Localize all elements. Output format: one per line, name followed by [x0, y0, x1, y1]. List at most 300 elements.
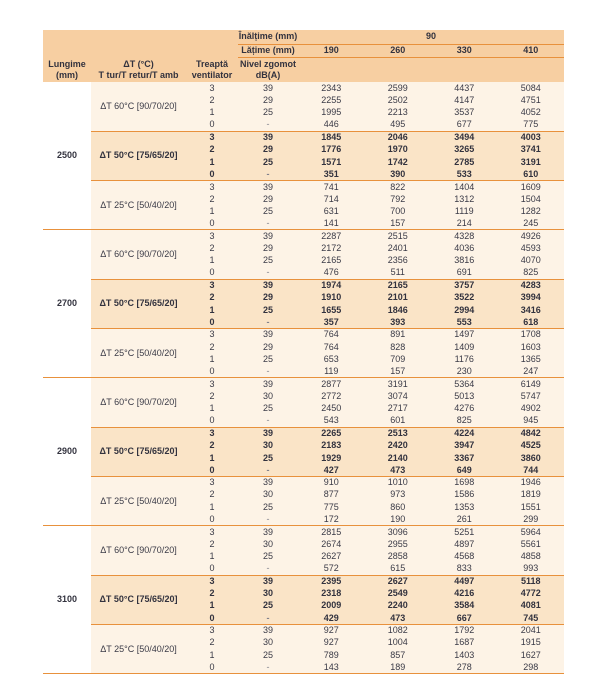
latime-col-410: 410 — [498, 44, 565, 57]
value-cell: 1627 — [498, 649, 565, 661]
value-cell: 157 — [365, 218, 432, 230]
value-cell: 2356 — [365, 255, 432, 267]
value-cell: 4593 — [498, 242, 565, 254]
fan-step-cell: 1 — [186, 255, 238, 267]
fan-step-cell: 3 — [186, 131, 238, 143]
value-cell: 2240 — [365, 600, 432, 612]
value-cell: 709 — [365, 353, 432, 365]
value-cell: 1915 — [498, 637, 565, 649]
fan-step-cell: 2 — [186, 587, 238, 599]
fan-step-cell: 3 — [186, 279, 238, 291]
value-cell: 393 — [365, 316, 432, 328]
latime-col-190: 190 — [298, 44, 365, 57]
value-cell: 1571 — [298, 156, 365, 168]
dt-block-label: ΔT 50°C [75/65/20] — [91, 279, 186, 328]
value-cell: 3947 — [431, 440, 498, 452]
value-cell: 2674 — [298, 538, 365, 550]
value-cell: 3816 — [431, 255, 498, 267]
noise-level-cell: 25 — [238, 156, 298, 168]
table-row — [43, 131, 564, 143]
table-header — [43, 30, 564, 82]
fan-step-cell: 1 — [186, 107, 238, 119]
fan-step-cell: 3 — [186, 477, 238, 489]
value-cell: 390 — [365, 168, 432, 180]
latime-label: Lățime (mm) — [238, 44, 298, 57]
value-cell: 3537 — [431, 107, 498, 119]
value-cell: 429 — [298, 612, 365, 624]
value-cell: 1698 — [431, 477, 498, 489]
noise-level-cell: 25 — [238, 107, 298, 119]
value-cell: 792 — [365, 193, 432, 205]
noise-level-cell: 29 — [238, 94, 298, 106]
value-cell: 1282 — [498, 205, 565, 217]
value-cell: 1687 — [431, 637, 498, 649]
value-cell: 828 — [365, 341, 432, 353]
value-cell: 601 — [365, 415, 432, 427]
value-cell: 2450 — [298, 403, 365, 415]
table-row — [43, 575, 564, 587]
value-cell: 3265 — [431, 144, 498, 156]
table-row — [43, 477, 564, 489]
value-cell: 1910 — [298, 292, 365, 304]
fan-step-cell: 1 — [186, 649, 238, 661]
fan-step-cell: 0 — [186, 267, 238, 279]
noise-level-cell: - — [238, 168, 298, 180]
value-cell: 653 — [298, 353, 365, 365]
value-cell: 4926 — [498, 230, 565, 242]
value-cell: 822 — [365, 181, 432, 193]
value-cell: 993 — [498, 563, 565, 575]
value-cell: 5013 — [431, 390, 498, 402]
value-cell: 4283 — [498, 279, 565, 291]
fan-step-cell: 3 — [186, 526, 238, 538]
noise-level-cell: 39 — [238, 378, 298, 390]
value-cell: 230 — [431, 366, 498, 378]
value-cell: 775 — [498, 119, 565, 131]
value-cell: 700 — [365, 205, 432, 217]
value-cell: 3860 — [498, 452, 565, 464]
lungime-header-line1: Lungime — [48, 59, 86, 69]
lungime-header-line2: (mm) — [56, 69, 78, 80]
value-cell: 764 — [298, 341, 365, 353]
value-cell: 2172 — [298, 242, 365, 254]
fan-step-cell: 2 — [186, 341, 238, 353]
value-cell: 2513 — [365, 427, 432, 439]
value-cell: 2140 — [365, 452, 432, 464]
lungime-value: 2900 — [43, 378, 91, 526]
dt-block-label: ΔT 60°C [90/70/20] — [91, 378, 186, 427]
fan-step-cell: 2 — [186, 144, 238, 156]
fan-step-cell: 3 — [186, 329, 238, 341]
value-cell: 1946 — [498, 477, 565, 489]
value-cell: 298 — [498, 661, 565, 673]
value-cell: 5747 — [498, 390, 565, 402]
table-row — [43, 427, 564, 439]
value-cell: 825 — [498, 267, 565, 279]
value-cell: 973 — [365, 489, 432, 501]
value-cell: 2041 — [498, 624, 565, 636]
noise-level-cell: 29 — [238, 144, 298, 156]
table-row — [43, 230, 564, 242]
table-row — [43, 526, 564, 538]
value-cell: 4897 — [431, 538, 498, 550]
table-row — [43, 378, 564, 390]
noise-level-cell: 39 — [238, 624, 298, 636]
value-cell: 2627 — [365, 575, 432, 587]
value-cell: 261 — [431, 513, 498, 525]
value-cell: 1403 — [431, 649, 498, 661]
noise-level-cell: 25 — [238, 255, 298, 267]
value-cell: 789 — [298, 649, 365, 661]
noise-level-cell: 25 — [238, 403, 298, 415]
value-cell: 543 — [298, 415, 365, 427]
fan-step-cell: 0 — [186, 513, 238, 525]
value-cell: 618 — [498, 316, 565, 328]
value-cell: 1603 — [498, 341, 565, 353]
value-cell: 649 — [431, 464, 498, 476]
value-cell: 2549 — [365, 587, 432, 599]
value-cell: 1551 — [498, 501, 565, 513]
value-cell: 2343 — [298, 82, 365, 94]
value-cell: 476 — [298, 267, 365, 279]
noise-level-cell: 25 — [238, 649, 298, 661]
noise-level-cell: - — [238, 415, 298, 427]
value-cell: 143 — [298, 661, 365, 673]
value-cell: 4902 — [498, 403, 565, 415]
value-cell: 741 — [298, 181, 365, 193]
dt-block-label: ΔT 60°C [90/70/20] — [91, 82, 186, 131]
value-cell: 1708 — [498, 329, 565, 341]
noise-level-cell: - — [238, 218, 298, 230]
value-cell: 891 — [365, 329, 432, 341]
value-cell: 2046 — [365, 131, 432, 143]
value-cell: 2815 — [298, 526, 365, 538]
noise-level-cell: - — [238, 316, 298, 328]
value-cell: 833 — [431, 563, 498, 575]
value-cell: 2213 — [365, 107, 432, 119]
value-cell: 2401 — [365, 242, 432, 254]
fan-step-cell: 3 — [186, 82, 238, 94]
value-cell: 3741 — [498, 144, 565, 156]
value-cell: 299 — [498, 513, 565, 525]
value-cell: 1742 — [365, 156, 432, 168]
value-cell: 357 — [298, 316, 365, 328]
value-cell: 1004 — [365, 637, 432, 649]
value-cell: 189 — [365, 661, 432, 673]
value-cell: 745 — [498, 612, 565, 624]
value-cell: 2318 — [298, 587, 365, 599]
dt-block-label: ΔT 25°C [50/40/20] — [91, 329, 186, 378]
value-cell: 2772 — [298, 390, 365, 402]
value-cell: 446 — [298, 119, 365, 131]
value-cell: 5364 — [431, 378, 498, 390]
noise-level-cell: 39 — [238, 82, 298, 94]
fan-step-cell: 2 — [186, 390, 238, 402]
value-cell: 667 — [431, 612, 498, 624]
fan-step-cell: 3 — [186, 230, 238, 242]
value-cell: 351 — [298, 168, 365, 180]
value-cell: 4147 — [431, 94, 498, 106]
header-blank — [43, 44, 238, 57]
value-cell: 4216 — [431, 587, 498, 599]
value-cell: 825 — [431, 415, 498, 427]
fan-step-cell: 2 — [186, 538, 238, 550]
fan-step-cell: 2 — [186, 637, 238, 649]
lungime-value: 3100 — [43, 526, 91, 674]
value-cell: 610 — [498, 168, 565, 180]
fan-step-cell: 0 — [186, 415, 238, 427]
fan-step-cell: 1 — [186, 501, 238, 513]
noise-level-cell: 29 — [238, 242, 298, 254]
value-cell: 857 — [365, 649, 432, 661]
nivel-header-line1: Nivel zgomot — [239, 59, 296, 70]
value-cell: 4081 — [498, 600, 565, 612]
header-row-columns — [43, 57, 564, 82]
fan-step-cell: 1 — [186, 403, 238, 415]
value-cell: 1609 — [498, 181, 565, 193]
value-cell: 3191 — [365, 378, 432, 390]
value-cell: 1010 — [365, 477, 432, 489]
value-cell: 4497 — [431, 575, 498, 587]
value-cell: 5118 — [498, 575, 565, 587]
fan-step-cell: 1 — [186, 452, 238, 464]
noise-level-cell: 25 — [238, 353, 298, 365]
value-cell: 2955 — [365, 538, 432, 550]
noise-level-cell: 30 — [238, 489, 298, 501]
value-cell: 3416 — [498, 304, 565, 316]
value-cell: 927 — [298, 637, 365, 649]
lungime-value: 2500 — [43, 82, 91, 230]
value-cell: 1365 — [498, 353, 565, 365]
fan-step-cell: 0 — [186, 464, 238, 476]
value-cell: 2395 — [298, 575, 365, 587]
value-cell: 860 — [365, 501, 432, 513]
noise-level-cell: 39 — [238, 131, 298, 143]
noise-level-cell: 30 — [238, 390, 298, 402]
fan-step-cell: 0 — [186, 119, 238, 131]
value-cell: 677 — [431, 119, 498, 131]
noise-level-cell: 39 — [238, 181, 298, 193]
value-cell: 3494 — [431, 131, 498, 143]
noise-level-cell: - — [238, 366, 298, 378]
value-cell: 2717 — [365, 403, 432, 415]
value-cell: 119 — [298, 366, 365, 378]
dt-header-line2: T tur/T retur/T amb — [98, 69, 179, 80]
noise-level-cell: - — [238, 267, 298, 279]
fan-step-cell: 3 — [186, 624, 238, 636]
value-cell: 278 — [431, 661, 498, 673]
value-cell: 1312 — [431, 193, 498, 205]
value-cell: 473 — [365, 612, 432, 624]
noise-level-cell: 25 — [238, 501, 298, 513]
value-cell: 2994 — [431, 304, 498, 316]
dt-block-label: ΔT 60°C [90/70/20] — [91, 230, 186, 279]
value-cell: 245 — [498, 218, 565, 230]
dt-block-label: ΔT 25°C [50/40/20] — [91, 181, 186, 230]
fan-step-cell: 0 — [186, 661, 238, 673]
value-cell: 714 — [298, 193, 365, 205]
fan-step-cell: 1 — [186, 156, 238, 168]
table-row — [43, 624, 564, 636]
noise-level-cell: 25 — [238, 550, 298, 562]
value-cell: 2265 — [298, 427, 365, 439]
value-cell: 172 — [298, 513, 365, 525]
value-cell: 2183 — [298, 440, 365, 452]
value-cell: 4328 — [431, 230, 498, 242]
value-cell: 4772 — [498, 587, 565, 599]
noise-level-cell: - — [238, 513, 298, 525]
value-cell: 1504 — [498, 193, 565, 205]
noise-level-cell: 25 — [238, 304, 298, 316]
inaltime-value: 90 — [298, 30, 564, 44]
fan-step-cell: 3 — [186, 181, 238, 193]
fan-step-cell: 3 — [186, 575, 238, 587]
nivel-header-line2: dB(A) — [255, 69, 281, 80]
nivel-header — [238, 57, 298, 82]
value-cell: 190 — [365, 513, 432, 525]
noise-level-cell: 39 — [238, 575, 298, 587]
value-cell: 4525 — [498, 440, 565, 452]
fan-step-cell: 3 — [186, 427, 238, 439]
value-cell: 2502 — [365, 94, 432, 106]
header-blank — [43, 30, 238, 44]
table-row — [43, 181, 564, 193]
value-cell: 615 — [365, 563, 432, 575]
value-cell: 4036 — [431, 242, 498, 254]
inaltime-label: Înălțime (mm) — [238, 30, 298, 44]
value-cell: 1497 — [431, 329, 498, 341]
fan-step-cell: 1 — [186, 600, 238, 612]
fan-step-cell: 1 — [186, 353, 238, 365]
value-cell: 4224 — [431, 427, 498, 439]
value-cell: 5964 — [498, 526, 565, 538]
heating-capacity-table — [43, 30, 564, 674]
value-cell: 2599 — [365, 82, 432, 94]
noise-level-cell: 39 — [238, 427, 298, 439]
value-cell: 4858 — [498, 550, 565, 562]
noise-level-cell: 39 — [238, 230, 298, 242]
fan-step-cell: 3 — [186, 378, 238, 390]
latime-col-330: 330 — [431, 44, 498, 57]
dt-block-label: ΔT 25°C [50/40/20] — [91, 624, 186, 673]
lungime-value: 2700 — [43, 230, 91, 378]
value-cell: 1404 — [431, 181, 498, 193]
fan-step-cell: 1 — [186, 304, 238, 316]
value-cell: 910 — [298, 477, 365, 489]
noise-level-cell: - — [238, 612, 298, 624]
value-cell: 5561 — [498, 538, 565, 550]
dt-block-label: ΔT 50°C [75/65/20] — [91, 575, 186, 624]
value-cell: 473 — [365, 464, 432, 476]
treapta-header-line2: ventilator — [191, 69, 233, 80]
value-cell: 553 — [431, 316, 498, 328]
noise-level-cell: 39 — [238, 526, 298, 538]
value-cell: 877 — [298, 489, 365, 501]
value-cell: 2627 — [298, 550, 365, 562]
value-cell: 572 — [298, 563, 365, 575]
dt-block-label: ΔT 50°C [75/65/20] — [91, 427, 186, 476]
value-cell: 2515 — [365, 230, 432, 242]
table-body — [43, 82, 564, 674]
value-cell: 1776 — [298, 144, 365, 156]
value-cell: 1082 — [365, 624, 432, 636]
value-cell: 1409 — [431, 341, 498, 353]
value-cell: 247 — [498, 366, 565, 378]
fan-step-cell: 0 — [186, 563, 238, 575]
value-cell: 2165 — [298, 255, 365, 267]
value-cell: 2287 — [298, 230, 365, 242]
fan-step-cell: 0 — [186, 218, 238, 230]
noise-level-cell: 30 — [238, 440, 298, 452]
table-row — [43, 279, 564, 291]
value-cell: 2165 — [365, 279, 432, 291]
value-cell: 1995 — [298, 107, 365, 119]
value-cell: 2009 — [298, 600, 365, 612]
fan-step-cell: 2 — [186, 242, 238, 254]
value-cell: 4842 — [498, 427, 565, 439]
header-row-latime — [43, 44, 564, 57]
dt-block-label: ΔT 25°C [50/40/20] — [91, 477, 186, 526]
noise-level-cell: - — [238, 464, 298, 476]
value-cell: 1845 — [298, 131, 365, 143]
value-cell: 4276 — [431, 403, 498, 415]
fan-step-cell: 2 — [186, 440, 238, 452]
value-cell: 511 — [365, 267, 432, 279]
value-cell: 2101 — [365, 292, 432, 304]
value-cell: 1970 — [365, 144, 432, 156]
noise-level-cell: - — [238, 119, 298, 131]
noise-level-cell: 25 — [238, 205, 298, 217]
value-cell: 1353 — [431, 501, 498, 513]
value-cell: 3522 — [431, 292, 498, 304]
value-cell: 1974 — [298, 279, 365, 291]
header-blank — [298, 57, 564, 82]
value-cell: 764 — [298, 329, 365, 341]
value-cell: 1119 — [431, 205, 498, 217]
value-cell: 1846 — [365, 304, 432, 316]
noise-level-cell: 25 — [238, 600, 298, 612]
dt-block-label: ΔT 50°C [75/65/20] — [91, 131, 186, 180]
value-cell: 1929 — [298, 452, 365, 464]
value-cell: 427 — [298, 464, 365, 476]
value-cell: 6149 — [498, 378, 565, 390]
fan-step-cell: 2 — [186, 94, 238, 106]
noise-level-cell: 39 — [238, 279, 298, 291]
value-cell: 4070 — [498, 255, 565, 267]
lungime-header — [43, 57, 91, 82]
fan-step-cell: 1 — [186, 550, 238, 562]
value-cell: 2785 — [431, 156, 498, 168]
value-cell: 945 — [498, 415, 565, 427]
dt-header — [91, 57, 186, 82]
fan-step-cell: 0 — [186, 168, 238, 180]
fan-step-cell: 0 — [186, 612, 238, 624]
value-cell: 1176 — [431, 353, 498, 365]
value-cell: 3994 — [498, 292, 565, 304]
fan-step-cell: 2 — [186, 489, 238, 501]
value-cell: 927 — [298, 624, 365, 636]
table-row — [43, 82, 564, 94]
value-cell: 5084 — [498, 82, 565, 94]
header-row-inaltime — [43, 30, 564, 44]
value-cell: 1792 — [431, 624, 498, 636]
fan-step-cell: 1 — [186, 205, 238, 217]
value-cell: 775 — [298, 501, 365, 513]
value-cell: 1586 — [431, 489, 498, 501]
dt-block-label: ΔT 60°C [90/70/20] — [91, 526, 186, 575]
value-cell: 2420 — [365, 440, 432, 452]
fan-step-cell: 2 — [186, 292, 238, 304]
